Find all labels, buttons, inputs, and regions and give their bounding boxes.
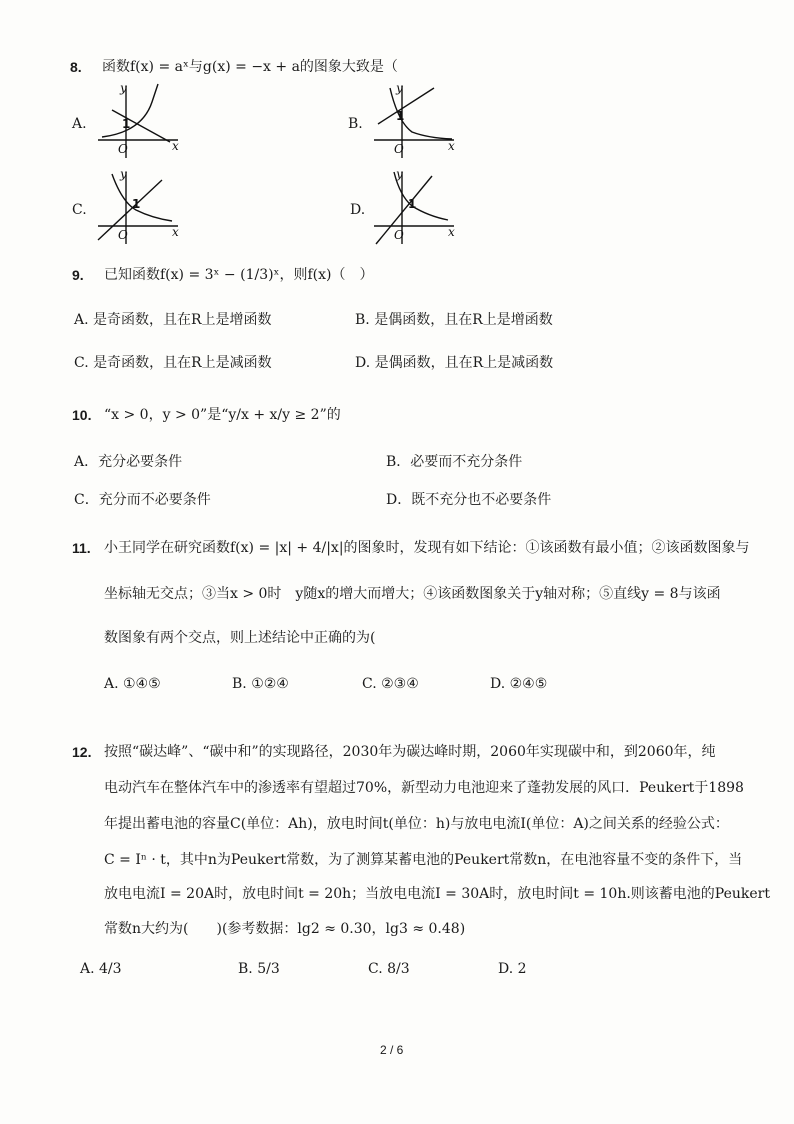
q9-option-a: A. 是奇函数，且在R上是增函数: [74, 312, 272, 328]
q12-line-5: 放电电流I = 20A时，放电时间t = 20h；当放电电流I = 30A时，放电时间t = 10h.则该蓄电池的Peukert: [104, 886, 770, 902]
q8-option-d-label: D.: [350, 202, 366, 218]
q8-option-a-label: A.: [72, 116, 87, 132]
q11-option-a: A. ①④⑤: [104, 676, 161, 692]
x-label: x: [448, 139, 455, 153]
q12-option-c: C. 8/3: [368, 961, 410, 977]
y-label: y: [120, 81, 127, 95]
one-label: 1: [396, 109, 405, 123]
line-g: [378, 88, 434, 124]
q8-graph-a: [92, 80, 192, 162]
q10-stem: “x > 0，y > 0”是“y/x + x/y ≥ 2”的: [104, 407, 341, 423]
q8-graph-b: [368, 80, 468, 162]
q11-line-1: 小王同学在研究函数f(x) = |x| + 4/|x|的图象时，发现有如下结论：①该函数有最小值；②该函数图象与: [104, 540, 750, 556]
q10-option-c: C．充分而不必要条件: [74, 492, 211, 508]
q9-option-b: B. 是偶函数，且在R上是增函数: [355, 312, 553, 328]
q8-stem: 函数f(x) = aˣ与g(x) = −x + a的图象大致是（: [102, 59, 398, 75]
q12-option-a: A. 4/3: [80, 961, 122, 977]
origin-label: O: [394, 142, 404, 156]
q10-number: 10.: [72, 407, 92, 423]
q11-line-3: 数图象有两个交点，则上述结论中正确的为(: [104, 630, 376, 646]
q12-line-4: C = Iⁿ · t，其中n为Peukert常数，为了测算某蓄电池的Peukert常数n，在电池容量不变的条件下，当: [104, 852, 743, 868]
line-g: [112, 110, 170, 142]
q12-line-1: 按照“碳达峰”、“碳中和”的实现路径，2030年为碳达峰时期，2060年实现碳中和，到2060年，纯: [104, 744, 716, 760]
line-g: [98, 180, 162, 240]
one-label: 1: [122, 117, 131, 131]
y-label: y: [120, 167, 127, 181]
exp-curve: [112, 174, 172, 221]
origin-label: O: [394, 228, 404, 242]
q8-graph-d: [368, 166, 468, 248]
one-label: 1: [408, 197, 417, 211]
x-label: x: [172, 225, 179, 239]
q8-graph-c: [92, 166, 192, 248]
page-number: 2 / 6: [380, 1043, 404, 1057]
y-label: y: [396, 81, 403, 95]
line-g: [376, 176, 432, 244]
q11-option-d: D. ②④⑤: [490, 676, 548, 692]
one-label: 1: [132, 197, 141, 211]
q12-line-6: 常数n大约为( )(参考数据：lg2 ≈ 0.30，lg3 ≈ 0.48): [104, 921, 466, 937]
q12-option-d: D. 2: [498, 961, 527, 977]
q12-line-2: 电动汽车在整体汽车中的渗透率有望超过70%，新型动力电池迎来了蓬勃发展的风口．Peukert于1898: [104, 780, 744, 796]
q11-option-b: B. ①②④: [232, 676, 289, 692]
q10-option-b: B．必要而不充分条件: [386, 454, 523, 470]
q8-option-c-label: C.: [72, 202, 87, 218]
x-label: x: [448, 225, 455, 239]
q8-number: 8.: [70, 59, 82, 75]
q9-option-c: C. 是奇函数，且在R上是减函数: [74, 355, 272, 371]
origin-label: O: [118, 228, 128, 242]
q9-number: 9.: [72, 267, 84, 283]
q9-option-d: D. 是偶函数，且在R上是减函数: [355, 355, 554, 371]
q11-option-c: C. ②③④: [362, 676, 419, 692]
q11-number: 11.: [72, 540, 91, 556]
origin-label: O: [118, 142, 128, 156]
q12-number: 12.: [72, 744, 92, 760]
q11-line-2: 坐标轴无交点；③当x > 0时 y随x的增大而增大；④该函数图象关于y轴对称；⑤直线y = 8与该函: [104, 586, 721, 602]
q10-option-a: A．充分必要条件: [74, 454, 183, 470]
q9-stem: 已知函数f(x) = 3ˣ − (1/3)ˣ，则f(x)（ ）: [104, 267, 374, 283]
x-label: x: [172, 139, 179, 153]
q8-option-b-label: B.: [348, 116, 363, 132]
q12-option-b: B. 5/3: [238, 961, 280, 977]
y-label: y: [396, 167, 403, 181]
q10-option-d: D．既不充分也不必要条件: [386, 492, 552, 508]
q12-line-3: 年提出蓄电池的容量C(单位：Ah)，放电时间t(单位：h)与放电电流I(单位：A)之间关系的经验公式：: [104, 816, 729, 832]
